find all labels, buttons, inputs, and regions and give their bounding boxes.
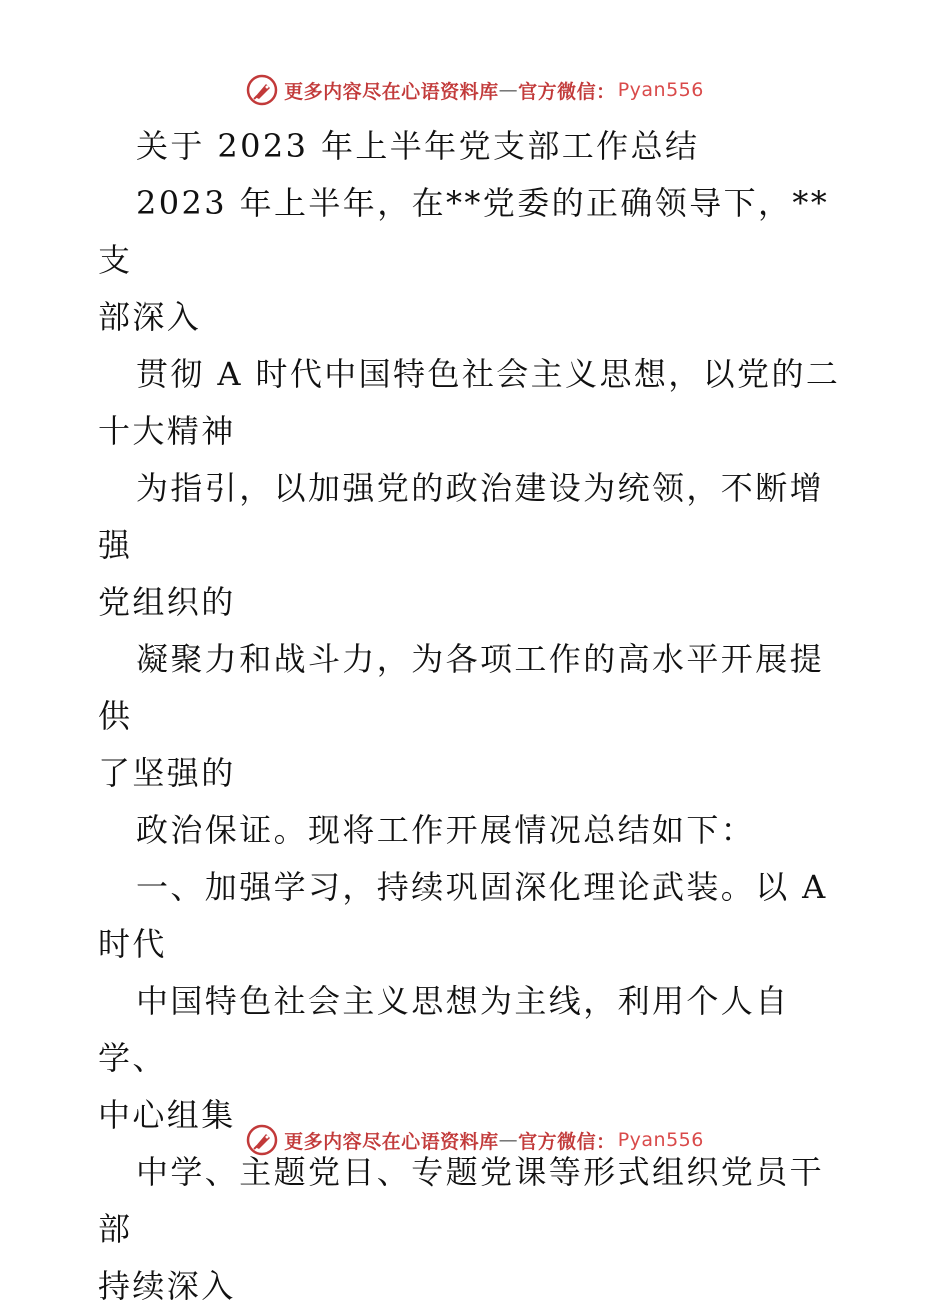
document-title: 关于 2023 年上半年党支部工作总结 bbox=[136, 127, 700, 165]
section-heading: 一、加强学习，持续巩固深化理论武装。以 A bbox=[136, 868, 828, 906]
document-line: 十大精神 bbox=[98, 412, 236, 450]
document-line: 凝聚力和战斗力，为各项工作的高水平开展提供 bbox=[98, 640, 825, 735]
watermark-handle: Pyan556 bbox=[617, 1129, 704, 1151]
document-line: 了坚强的 bbox=[98, 754, 236, 792]
pen-nib-logo-icon bbox=[246, 1124, 278, 1156]
header-watermark bbox=[0, 70, 950, 110]
watermark-text: 更多内容尽在心语资料库 bbox=[284, 1130, 499, 1153]
document-line: 部深入 bbox=[98, 298, 202, 336]
document-line: 中心组集 bbox=[98, 1096, 236, 1134]
document-line: 政治保证。现将工作开展情况总结如下： bbox=[136, 811, 756, 849]
document-line: 中学、主题党日、专题党课等形式组织党员干部 bbox=[98, 1153, 825, 1248]
document-line: 中国特色社会主义思想为主线，利用个人自学、 bbox=[98, 982, 790, 1077]
document-line: 时代 bbox=[98, 925, 167, 963]
footer-watermark bbox=[0, 1120, 950, 1160]
document-line: 持续深入 bbox=[98, 1267, 236, 1305]
watermark-separator: — bbox=[498, 79, 519, 101]
document-line: 党组织的 bbox=[98, 583, 236, 621]
watermark-handle: Pyan556 bbox=[617, 79, 704, 101]
watermark-label: 官方微信： bbox=[518, 80, 616, 103]
document-line: 2023 年上半年，在**党委的正确领导下，**支 bbox=[98, 184, 830, 279]
watermark-text: 更多内容尽在心语资料库 bbox=[284, 80, 499, 103]
watermark-label: 官方微信： bbox=[518, 1130, 616, 1153]
document-line: 为指引，以加强党的政治建设为统领，不断增强 bbox=[98, 469, 825, 564]
document-line: 贯彻 A 时代中国特色社会主义思想，以党的二 bbox=[136, 355, 841, 393]
pen-nib-logo-icon bbox=[246, 74, 278, 106]
watermark-separator: — bbox=[498, 1129, 519, 1151]
